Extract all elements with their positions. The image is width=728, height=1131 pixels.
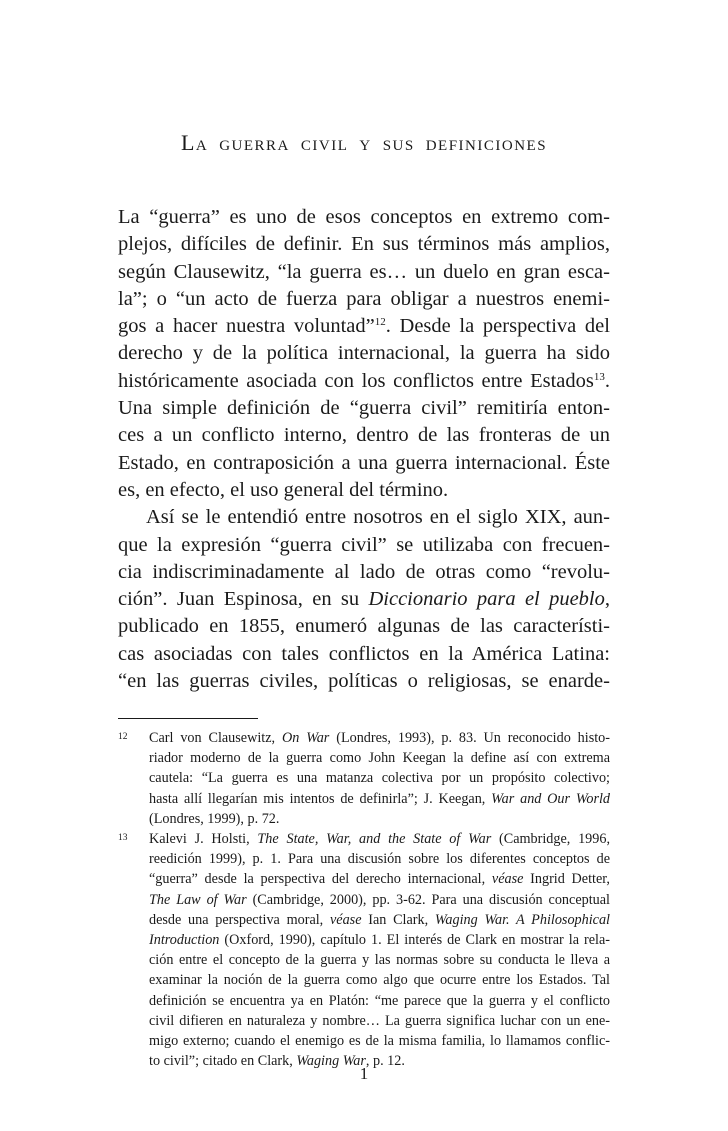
footnote-number: 12 xyxy=(118,732,128,742)
body-line-text: Estado, en contraposición a una guerra internacional. Éste xyxy=(118,451,610,474)
footnote-line xyxy=(149,768,610,788)
footnote-italic-text: véase xyxy=(329,911,362,928)
footnote-italic-text: Waging War. A Philosophical xyxy=(434,911,610,928)
footnote-text: to civil”; citado en Clark, xyxy=(149,1053,297,1070)
body-line-text: gos a hacer nuestra voluntad” xyxy=(118,315,375,338)
body-line-text: según Clausewitz, “la guerra es… un duelo en gran esca- xyxy=(118,260,610,283)
body-line xyxy=(118,313,610,340)
footnote-line xyxy=(149,950,610,970)
body-line-text: es, en efecto, el uso general del término. xyxy=(118,478,449,501)
footnote-text: examinar la noción de la guerra como algo que ocurre entre los Estados. Tal xyxy=(149,972,610,989)
body-line xyxy=(118,259,610,286)
footnote-line xyxy=(149,829,610,849)
body-line-text: Así se le entendió entre nosotros en el siglo XIX, aun- xyxy=(146,506,610,529)
body-line xyxy=(118,286,610,313)
body-line-text: ción”. Juan Espinosa, en su xyxy=(118,588,369,611)
footnote-text: riador moderno de la guerra como John Keegan la define así con extrema xyxy=(149,750,610,767)
body-line xyxy=(118,422,610,449)
body-line xyxy=(118,450,610,477)
footnote-line xyxy=(149,910,610,930)
body-text xyxy=(118,204,610,695)
book-title-italic: Diccionario para el pueblo xyxy=(368,588,605,611)
body-line xyxy=(118,477,610,504)
body-line xyxy=(118,613,610,640)
body-line xyxy=(118,231,610,258)
body-line xyxy=(118,559,610,586)
footnote-line xyxy=(149,1011,610,1031)
body-line xyxy=(118,532,610,559)
footnote-text: , p. 12. xyxy=(365,1053,405,1070)
footnote-text: (Cambridge, 1996, xyxy=(491,831,610,848)
footnote-reference: 12 xyxy=(374,316,386,329)
footnote-italic-text: véase xyxy=(491,871,524,888)
body-line-text: . Desde la perspectiva del xyxy=(385,315,610,338)
footnote-line xyxy=(149,930,610,950)
footnote-line xyxy=(149,748,610,768)
footnote-number: 13 xyxy=(118,833,128,844)
footnote-line xyxy=(149,1031,610,1051)
footnote-italic-text: War and Our World xyxy=(491,790,611,807)
footnote-text: reedición 1999), p. 1. Para una discusión sobre los diferentes conceptos de xyxy=(149,851,610,868)
footnote-italic-text: Waging War xyxy=(296,1053,366,1070)
body-line-text: cia indiscriminadamente al lado de otras como “revolu- xyxy=(118,560,610,583)
footnote-text: (Londres, 1993), p. 83. Un reconocido histo- xyxy=(329,730,610,746)
body-line-text: que la expresión “guerra civil” se utilizaba con frecuen- xyxy=(118,533,610,556)
footnote-separator xyxy=(118,718,258,719)
footnote-text: (Cambridge, 2000), pp. 3-62. Para una discusión conceptual xyxy=(246,891,610,908)
body-line-text: . xyxy=(604,369,610,392)
footnote-text: Carl von Clausewitz, xyxy=(149,730,282,746)
body-line-text: publicado en 1855, enumeró algunas de las característi- xyxy=(118,615,610,638)
body-line-text: derecho y de la política internacional, la guerra ha sido xyxy=(118,342,610,365)
footnote-line xyxy=(149,809,610,829)
footnote-line xyxy=(149,789,610,809)
footnote-text: desde una perspectiva moral, xyxy=(149,911,330,928)
footnote-13 xyxy=(118,829,610,1071)
footnote-reference: 13 xyxy=(593,370,605,383)
body-line xyxy=(118,368,610,395)
body-line xyxy=(118,641,610,668)
body-line xyxy=(118,504,610,531)
footnote-text: ción entre el concepto de la guerra y las normas sobre su conducta le lleva a xyxy=(149,952,610,969)
body-line xyxy=(118,340,610,367)
body-line xyxy=(118,395,610,422)
footnote-text: (Londres, 1999), p. 72. xyxy=(149,810,280,827)
footnote-italic-text: Introduction xyxy=(149,932,220,949)
footnote-italic-text: On War xyxy=(281,730,330,746)
body-line xyxy=(118,204,610,231)
footnote-line xyxy=(149,991,610,1011)
footnote-line xyxy=(149,728,610,748)
footnote-line xyxy=(149,849,610,869)
footnote-line xyxy=(149,970,610,990)
footnotes xyxy=(118,728,610,1071)
footnote-text: civil difieren en naturaleza y nombre… La guerra significa luchar con un ene- xyxy=(149,1012,610,1029)
footnote-text: Ian Clark, xyxy=(361,911,435,928)
body-line-text: ces a un conflicto interno, dentro de las fronteras de un xyxy=(118,424,610,447)
footnote-text: “guerra” desde la perspectiva del derecho internacional, xyxy=(149,871,492,888)
body-line-text: , xyxy=(604,588,610,611)
page-number: 1 xyxy=(359,1064,369,1083)
footnote-text: Ingrid Detter, xyxy=(523,871,610,888)
footnote-line xyxy=(149,869,610,889)
body-line-text: cas asociadas con tales conflictos en la América Latina: xyxy=(118,642,610,665)
body-line-text: La “guerra” es uno de esos conceptos en extremo com- xyxy=(118,206,610,228)
body-line-text: “en las guerras civiles, políticas o religiosas, se enarde- xyxy=(118,670,610,693)
body-line xyxy=(118,586,610,613)
body-line-text: plejos, difíciles de definir. En sus términos más amplios, xyxy=(118,233,610,256)
footnote-text: hasta allí llegarían mis intentos de definirla”; J. Keegan, xyxy=(149,790,492,807)
footnote-text: definición se encuentra ya en Platón: “me parece que la guerra y el conflicto xyxy=(149,992,610,1009)
body-line-text: históricamente asociada con los conflictos entre Estados xyxy=(118,369,594,392)
footnote-12 xyxy=(118,728,610,829)
footnote-text: cautela: “La guerra es una matanza colectiva por un propósito colectivo; xyxy=(149,770,610,787)
footnote-text: Kalevi J. Holsti, xyxy=(149,831,258,848)
footnote-text: migo externo; cuando el enemigo es de la misma familia, lo llamamos conflic- xyxy=(149,1033,610,1050)
footnote-italic-text: The Law of War xyxy=(149,891,247,908)
body-line-text: la”; o “un acto de fuerza para obligar a nuestros enemi- xyxy=(118,287,610,310)
footnote-italic-text: The State, War, and the State of War xyxy=(257,831,492,848)
body-line xyxy=(118,668,610,695)
body-line-text: Una simple definición de “guerra civil” remitiría enton- xyxy=(118,397,610,420)
chapter-title: La guerra civil y sus definiciones xyxy=(180,130,548,155)
footnote-line xyxy=(149,890,610,910)
footnote-text: (Oxford, 1990), capítulo 1. El interés de Clark en mostrar la rela- xyxy=(219,932,610,949)
